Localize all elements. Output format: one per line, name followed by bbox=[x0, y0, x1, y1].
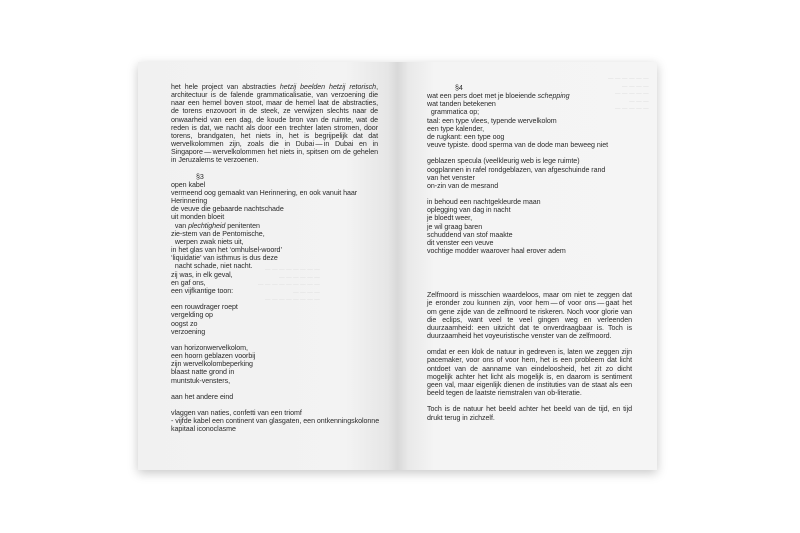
right-poem bbox=[427, 92, 632, 255]
poem-line: werpen zwak niets uit, bbox=[171, 237, 244, 246]
poem-line: dit venster een veuve bbox=[427, 238, 494, 247]
prose-paragraph: omdat er een klok de natuur in gedreven is, laten we zeggen zijn pacemaker, voor ons of voor hem, het is een probleem dat licht ontdoet van de aanname van eindeloosheid, het zit zo dicht mogelijk achter het licht als mogelijk is, en daarom is sentiment geen val, maar eigenlijk dienen de instituties van de staat als een beeld tegen de laatste riemstralen van ob-literatie. bbox=[427, 348, 632, 398]
poem-line: een rouwdrager roept bbox=[171, 303, 238, 312]
poem-line: een hoorn geblazen voorbij bbox=[171, 352, 256, 361]
poem-line: een vijfkantige toon: bbox=[171, 286, 234, 295]
poem-line: je bloedt weer, bbox=[427, 214, 472, 223]
poem-line: oplegging van dag in nacht bbox=[427, 206, 511, 215]
left-page bbox=[138, 62, 398, 470]
poem-line: geblazen specula (veelkleurig web is lege ruimte) bbox=[427, 157, 580, 166]
booklet-spread bbox=[138, 62, 657, 470]
poem-line: on-zin van de mesrand bbox=[427, 181, 499, 190]
poem-line: aan het andere eind bbox=[171, 392, 234, 401]
italic-phrase: hetzij beelden hetzij retorisch bbox=[279, 83, 377, 91]
poem-line: Herinnering bbox=[171, 197, 208, 206]
poem-line: in het glas van het ‘omhulsel-woord’ bbox=[171, 246, 282, 255]
prose-paragraph: Zelfmoord is misschien waardeloos, maar om niet te zeggen dat je eronder zou kunnen zijn, voor hem — of voor ons — gaat het om gene zijde van de zelfmoord te riskeren. Noch voor glorie van die eclips, want veel te veel gingen weg en verleenden duurzaamheid: een uitzicht dat te onverdraagbaar is. Toch is duurzaamheid het voyeuristische venster van de zelfmoord. bbox=[427, 291, 632, 341]
left-poem bbox=[171, 181, 378, 434]
poem-line: veuve typiste. dood sperma van de dode man beweeg niet bbox=[427, 141, 609, 150]
poem-line: verzoening bbox=[171, 327, 206, 336]
poem-line: muntstuk-vensters, bbox=[171, 376, 231, 385]
poem-line: de veuve die gebaarde nachtschade bbox=[171, 205, 284, 214]
poem-line: van plechtigheid penitenten bbox=[171, 221, 260, 230]
right-prose bbox=[427, 291, 632, 421]
poem-line: wat een pers doet met je bloeiende schepping bbox=[427, 92, 570, 101]
section-number-4: §4 bbox=[455, 84, 463, 92]
left-page-text bbox=[171, 83, 378, 434]
poem-line: vermeend oog gemaakt van Herinnering, en ook vanuit haar bbox=[171, 189, 358, 198]
poem-line: schuddend van stof maakte bbox=[427, 230, 513, 239]
right-page-text bbox=[427, 84, 632, 422]
poem-line: open kabel bbox=[171, 180, 206, 189]
right-page bbox=[398, 62, 657, 470]
poem-line: blaast natte grond in bbox=[171, 368, 235, 377]
poem-line: in behoud een nachtgekleurde maan bbox=[427, 198, 541, 207]
poem-line: zie-stem van de Pentomische, bbox=[171, 229, 265, 238]
poem-line: van het venster bbox=[427, 173, 475, 182]
poem-line: een type kalender, bbox=[427, 124, 485, 133]
poem-line: - vijfde kabel een continent van glasgaten, een ontkenningskolonne bbox=[171, 417, 380, 426]
poem-line: vlaggen van naties, confetti van een triomf bbox=[171, 409, 302, 418]
poem-line: en gaf ons, bbox=[171, 278, 206, 287]
prose-paragraph: Toch is de natuur het beeld achter het beeld van de tijd, en tijd drukt terug in zichzelf. bbox=[427, 405, 632, 422]
poem-line: kapitaal iconoclasme bbox=[171, 425, 236, 434]
intro-text: , architectuur is de falende grammaticalisatie, van verzoening die naar een hemel boven stoot, maar de hemel laat de abstracties, de torens enzovoort in de steek, ze verwijzen slechts naar de onwaarheid van een dag, de koude bron van de ruimte, wat de reden is dat, we nacht als door een trechter laten stromen, door torens, brandgaten, het niets in, het is begrijpelijk dat dat wervelkolommen zijn, zoals die in Dubai — in Dubai en in Singapore — wervelkolommen het niets in, spitsen om de gehelen in Jeruzalems te verzoenen. bbox=[171, 83, 378, 165]
poem-line: zijn wervelkolombeperking bbox=[171, 360, 253, 369]
show-through-text: — — — — — — — — — — — — — — — — — — — — — — — — — — — — — — — — — — — bbox=[258, 267, 320, 304]
section-number-3: §3 bbox=[196, 172, 204, 181]
poem-line: oogplannen in rafel rondgeblazen, van afgeschuinde rand bbox=[427, 165, 606, 174]
poem-line: grammatica op; bbox=[427, 108, 480, 117]
poem-line: taal: een type vlees, typende wervelkolom bbox=[427, 116, 557, 125]
poem-line: de rugkant: een type oog bbox=[427, 132, 505, 141]
poem-line: nacht schade, niet nacht. bbox=[171, 262, 253, 271]
intro-text: het hele project van abstracties bbox=[171, 83, 280, 91]
poem-line: je wil graag baren bbox=[427, 222, 483, 231]
poem-line: uit monden bloeit bbox=[171, 213, 225, 222]
poem-line: zij was, in elk geval, bbox=[171, 270, 233, 279]
poem-line: oogst zo bbox=[171, 319, 198, 328]
poem-line: wat tanden betekenen bbox=[427, 100, 496, 109]
poem-line: vergelding op bbox=[171, 311, 213, 320]
show-through-text: — — — — — — — — — — — — — — — — — — — — — — — bbox=[608, 76, 649, 113]
left-intro-paragraph bbox=[171, 83, 378, 165]
poem-line: ‘liquidatie’ van isthmus is dus deze bbox=[171, 254, 278, 263]
poem-line: van horizonwervelkolom, bbox=[171, 343, 248, 352]
poem-line: vochtige modder waarover haal erover adem bbox=[427, 247, 566, 256]
